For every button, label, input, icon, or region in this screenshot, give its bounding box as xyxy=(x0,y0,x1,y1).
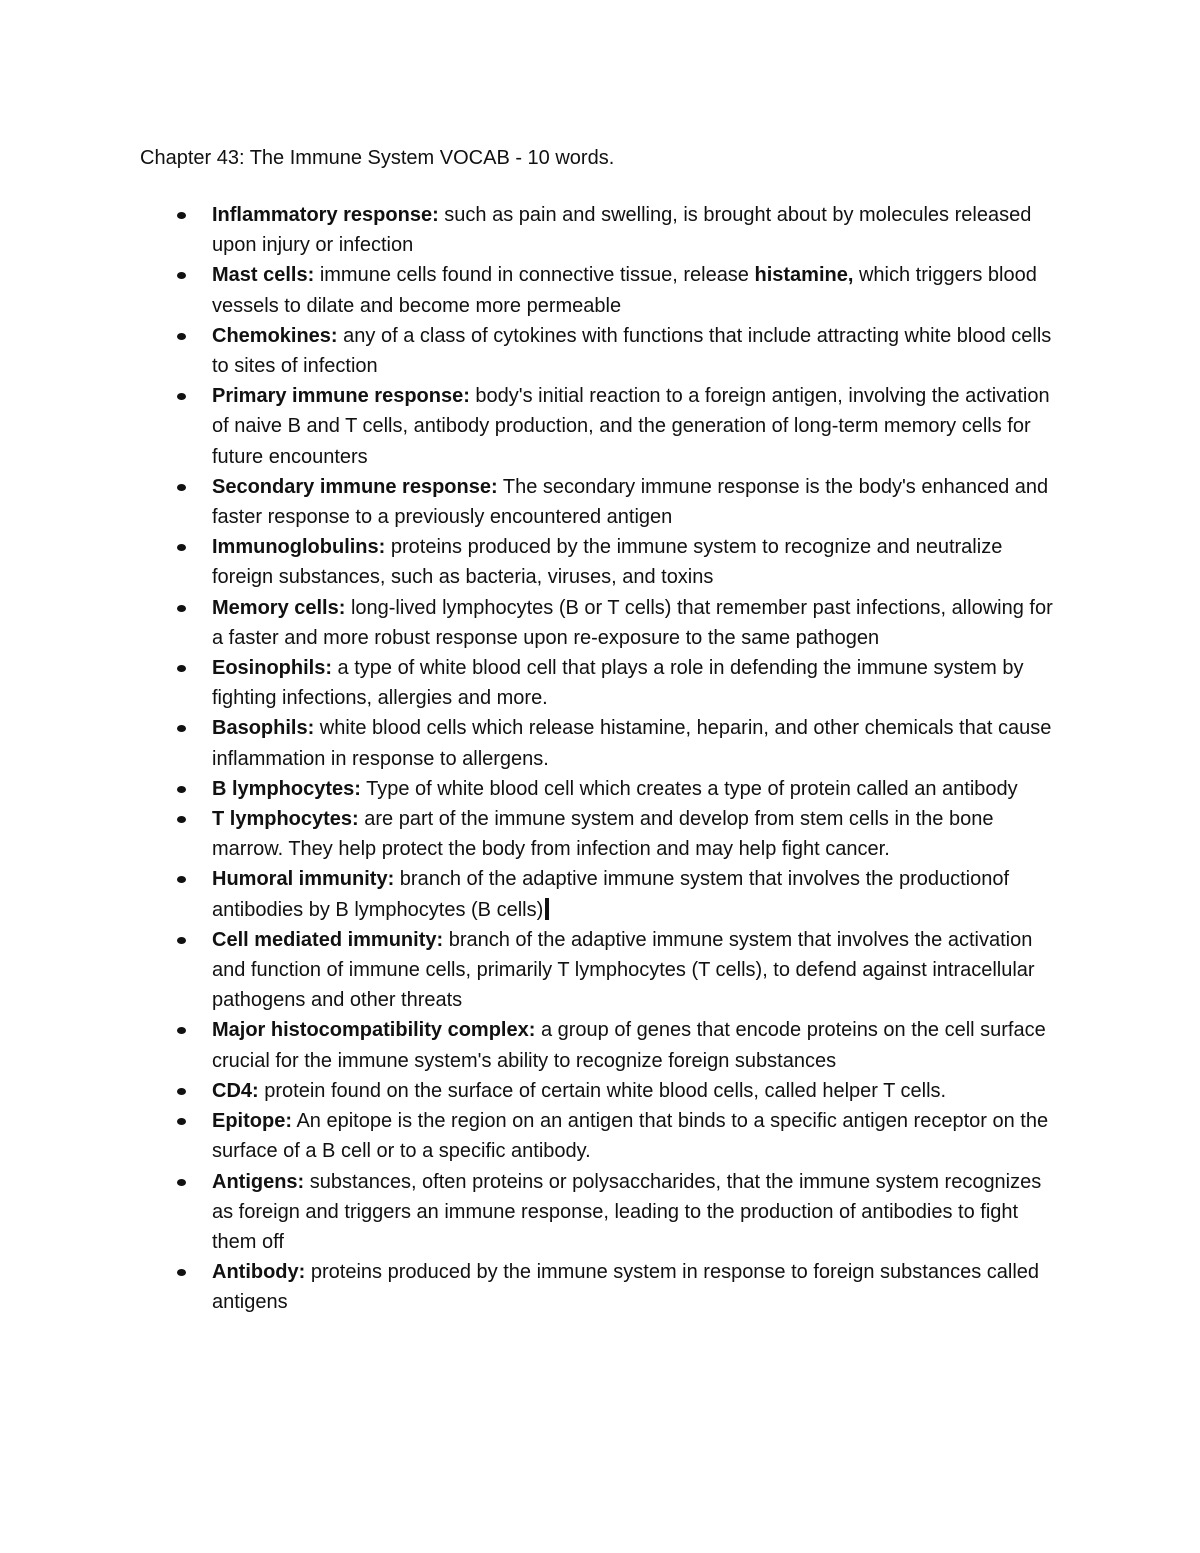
bullet-icon xyxy=(177,1027,186,1034)
list-item xyxy=(140,321,1060,381)
bullet-icon xyxy=(177,393,186,400)
vocab-term: CD4: xyxy=(212,1079,259,1102)
list-item xyxy=(140,1167,1060,1258)
vocab-definition: any of a class of cytokines with functions that include attracting white blood cells to sites of infection xyxy=(212,324,1052,378)
vocab-definition: white blood cells which release histamine, heparin, and other chemicals that cause inflammation in response to allergens. xyxy=(212,717,1052,770)
vocab-term: T lymphocytes: xyxy=(212,808,359,831)
vocab-term: Chemokines: xyxy=(212,324,338,347)
vocab-definition: such as pain and swelling, is brought about by molecules released upon injury or infection xyxy=(212,204,1032,257)
vocab-term: Humoral immunity: xyxy=(212,868,395,891)
vocab-term: Basophils: xyxy=(212,717,315,740)
vocab-list xyxy=(140,200,1060,1318)
vocab-term: Primary immune response: xyxy=(212,385,470,408)
vocab-definition: protein found on the surface of certain white blood cells, called helper T cells. xyxy=(258,1079,947,1102)
vocab-term: Memory cells: xyxy=(212,596,346,619)
vocab-term: Major histocompatibility complex: xyxy=(212,1019,536,1042)
vocab-definition: body's initial reaction to a foreign antigen, involving the activation of naive B and T cells, antibody production, and the generation of long-term memory cells for future encounters xyxy=(212,385,1050,468)
vocab-definition: An epitope is the region on an antigen that binds to a specific antigen receptor on the surface of a B cell or to a specific antibody. xyxy=(212,1110,1049,1163)
vocab-definition-emphasis: histamine, xyxy=(754,264,854,287)
vocab-term: Secondary immune response: xyxy=(212,475,498,498)
vocab-definition: proteins produced by the immune system to recognize and neutralize foreign substances, such as bacteria, viruses, and toxins xyxy=(212,536,1003,589)
list-item xyxy=(140,472,1060,532)
bullet-icon xyxy=(177,212,186,219)
list-item xyxy=(140,1015,1060,1075)
bullet-icon xyxy=(177,725,186,732)
list-item xyxy=(140,532,1060,592)
bullet-icon xyxy=(177,272,186,279)
list-item xyxy=(140,653,1060,713)
vocab-term: Antigens: xyxy=(212,1170,305,1193)
vocab-definition: a group of genes that encode proteins on the cell surface crucial for the immune system's ability to recognize foreign substances xyxy=(212,1019,1046,1072)
document-title: Chapter 43: The Immune System VOCAB - 10 words. xyxy=(140,147,615,169)
vocab-term: Immunoglobulins: xyxy=(212,536,386,559)
vocab-definition: substances, often proteins or polysaccharides, that the immune system recognizes as foreign and triggers an immune response, leading to the production of antibodies to fight them off xyxy=(212,1170,1042,1253)
list-item xyxy=(140,1076,1060,1106)
list-item xyxy=(140,925,1060,1016)
bullet-icon xyxy=(177,544,186,551)
vocab-term: Cell mediated immunity: xyxy=(212,928,444,951)
bullet-icon xyxy=(177,1088,186,1095)
bullet-icon xyxy=(177,333,186,340)
list-item xyxy=(140,1106,1060,1166)
bullet-icon xyxy=(177,1118,186,1125)
bullet-icon xyxy=(177,484,186,491)
vocab-definition: long-lived lymphocytes (B or T cells) that remember past infections, allowing for a faster and more robust response upon re-exposure to the same pathogen xyxy=(212,596,1053,649)
vocab-definition: which triggers blood vessels to dilate and become more permeable xyxy=(212,264,1037,317)
vocab-definition: Type of white blood cell which creates a type of protein called an antibody xyxy=(360,777,1018,800)
bullet-icon xyxy=(177,937,186,944)
list-item xyxy=(140,200,1060,260)
list-item xyxy=(140,381,1060,472)
vocab-definition: branch of the adaptive immune system that involves the productionof antibodies by B lymphocytes (B cells) xyxy=(212,868,1010,921)
list-item xyxy=(140,864,1060,924)
vocab-term: B lymphocytes: xyxy=(212,777,361,800)
vocab-term: Antibody: xyxy=(212,1261,306,1284)
vocab-definition: a type of white blood cell that plays a role in defending the immune system by fighting infections, allergies and more. xyxy=(212,657,1024,710)
vocab-definition: are part of the immune system and develop from stem cells in the bone marrow. They help protect the body from infection and may help fight cancer. xyxy=(212,808,994,861)
bullet-icon xyxy=(177,876,186,883)
list-item xyxy=(140,1257,1060,1317)
vocab-definition: immune cells found in connective tissue, release xyxy=(314,264,755,287)
list-item xyxy=(140,804,1060,864)
text-cursor xyxy=(545,898,549,920)
bullet-icon xyxy=(177,1179,186,1186)
bullet-icon xyxy=(177,1269,186,1276)
vocab-term: Inflammatory response: xyxy=(212,204,439,226)
vocab-definition: branch of the adaptive immune system that involves the activation and function of immune cells, primarily T lymphocytes (T cells), to defend against intracellular pathogens and other threats xyxy=(212,928,1035,1012)
bullet-icon xyxy=(177,605,186,612)
vocab-term: Epitope: xyxy=(212,1110,292,1133)
list-item xyxy=(140,593,1060,653)
bullet-icon xyxy=(177,665,186,672)
vocab-definition: The secondary immune response is the body's enhanced and faster response to a previously encountered antigen xyxy=(212,475,1049,529)
vocab-definition: proteins produced by the immune system in response to foreign substances called antigens xyxy=(212,1261,1040,1314)
bullet-icon xyxy=(177,786,186,793)
list-item xyxy=(140,713,1060,773)
list-item xyxy=(140,774,1060,804)
vocab-term: Mast cells: xyxy=(212,264,315,287)
vocab-term: Eosinophils: xyxy=(212,657,332,680)
bullet-icon xyxy=(177,816,186,823)
list-item xyxy=(140,260,1060,320)
